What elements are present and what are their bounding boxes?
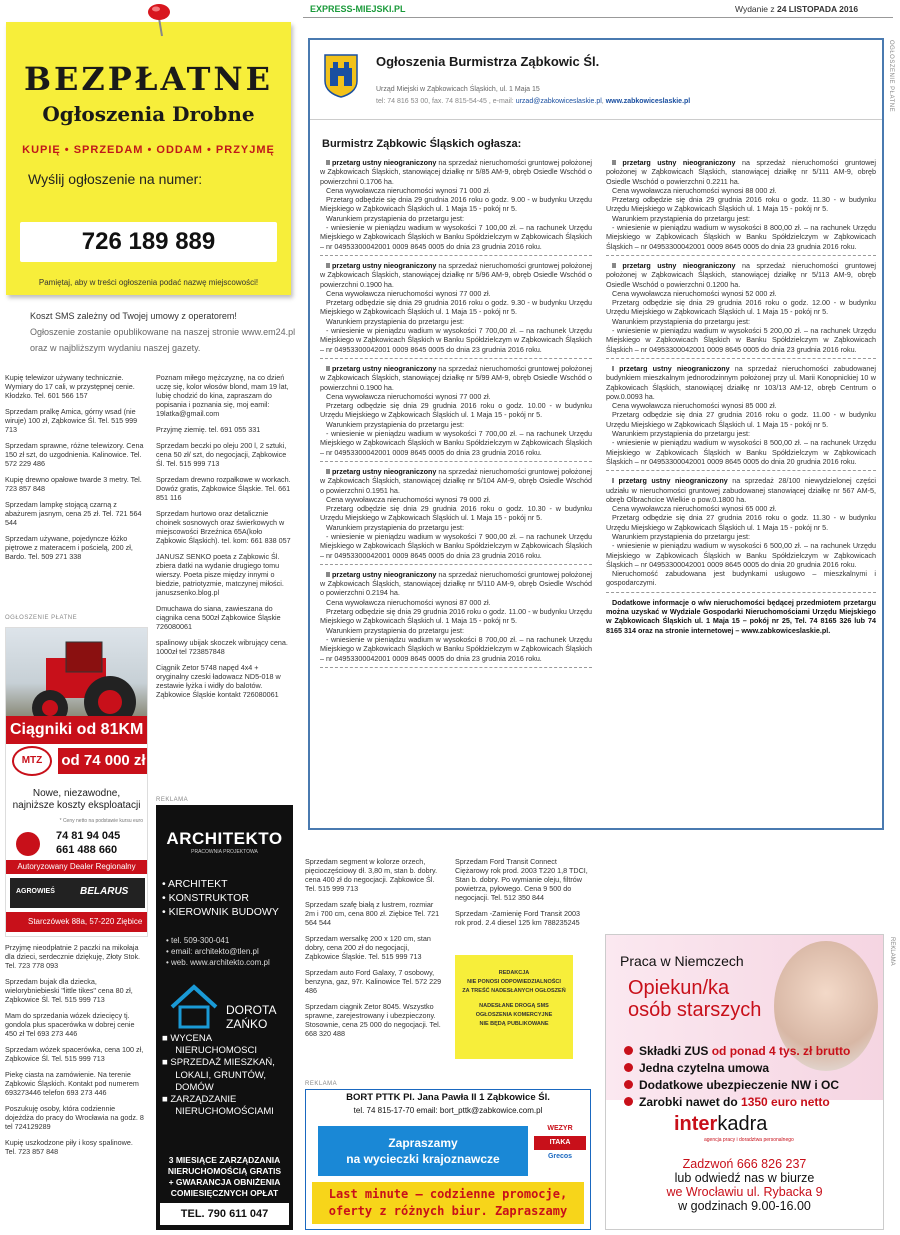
small-ad: Sprzedam segment w kolorze orzech, pięcioczęściowy dł. 3,80 m, stan b. dobry. cena 400 zł do negocjacji. Ząbkowice Śl. Tel. 515 999 713 xyxy=(305,857,438,893)
divider xyxy=(606,470,876,471)
small-ad: Poszukuję osoby, która codziennie dojeżdża do pracy do Wrocławia na godz. 8 tel 724129289 xyxy=(5,1104,144,1131)
bullet-icon xyxy=(624,1097,633,1106)
small-ad: Sprzedam drewno rozpałkowe w workach. Dowóz gratis, Ząbkowice Śląskie. Tel. 661 851 116 xyxy=(156,475,291,502)
tractor-ad[interactable] xyxy=(5,627,148,937)
dorota-title: DOROTA ZAŃKO xyxy=(226,1003,277,1031)
small-ad: Mam do sprzedania wózek dziecięcy tj. gondola plus spacerówka w dobrej cenie 450 zł Tel 693 273 446 xyxy=(5,1011,135,1038)
service-item: ■ SPRZEDAŻ MIESZKAŃ, xyxy=(162,1057,275,1069)
small-ad: Sprzedam ciągnik Zetor 8045. Wszystko sprawne, zarejestrowany i ubezpieczony. Stosownie, cena 25 000 do negocjacji. Tel. 668 320 488 xyxy=(305,1002,441,1038)
small-ad: Sprzedam szafę białą z lustrem, rozmiar 2m i 700 cm, cena 800 zł. Ziębice Tel. 721 564 544 xyxy=(305,900,440,927)
divider xyxy=(320,461,592,462)
small-ads-column-3 xyxy=(5,943,145,1163)
small-ad: Przyjmę ziemię. tel. 691 055 331 xyxy=(156,425,261,434)
small-ad: Sprzedam lampkę stojącą czarną z abażurem jasnym, cena 25 zł. Tel. 721 564 544 xyxy=(5,500,142,527)
small-ad: Kupię telewizor używany technicznie. Wymiary do 17 cali, w przystępnej cenie. Kłodzko. Tel. 601 566 157 xyxy=(5,373,135,400)
ad-label: REKLAMA xyxy=(305,1081,338,1087)
benefit-item: Składki ZUS od ponad 4 tys. zł brutto xyxy=(624,1043,850,1060)
ad-label: REKLAMA xyxy=(889,937,895,966)
announcement: II przetarg ustny nieograniczony na sprzedaż nieruchomości gruntowej położonej w Ząbkowicach Śląskich, stanowiącej działkę nr 5/110 AM-9, obręb Osiedle Wschód o powierzchni 0.2194 ha. Cena wywoławcza nieruchomości wynosi 87 000 zł. Przetarg odbędzie się dnia 29 grudnia 2016 roku o godz. 11.00 - w budynku Urzędu Miejskiego w Ząbkowicach Śląskich ul. 1 Maja 15 - pokój nr 5. Warunkiem przystąpienia do przetargu jest: - wniesienie w pieniądzu wadium w wysokości 8 700,00 zł. – na rachunek Urzędu Miejskiego w Ząbkowicach Śląskich w Banku Spółdzielczym w Ząbkowicach Śląskich – nr 04953300042001 0009 8645 0005 do dnia 23 grudnia 2016 roku. xyxy=(320,569,592,663)
interkadra-tagline: agencja pracy i doradztwa personalnego xyxy=(704,1137,794,1143)
bullet-icon xyxy=(624,1080,633,1089)
small-ad: Sprzedam bujak dla dziecka, wielorybniebieski "little tikes" cena 80 zł, Ząbkowice Śl. Tel. 515 999 713 xyxy=(5,977,133,1004)
announcement: II przetarg ustny nieograniczony na sprzedaż nieruchomości gruntowej położonej w Ząbkowicach Śląskich, stanowiącej działkę nr 5/104 AM-9, obręb Osiedle Wschód o powierzchni 0.1951 ha. Cena wywoławcza nieruchomości wynosi 79 000 zł. Przetarg odbędzie się dnia 29 grudnia 2016 roku o godz. 10.30 - w budynku Urzędu Miejskiego w Ząbkowicach Śląskich ul. 1 Maja 15 - pokój nr 5. Warunkiem przystąpienia do przetargu jest: - wniesienie w pieniądzu wadium w wysokości 7 900,00 zł. – na rachunek Urzędu Miejskiego w Ząbkowicach Śląskich w Banku Spółdzielczym w Ząbkowicach Śląskich – nr 04953300042001 0009 8645 0005 do dnia 23 grudnia 2016 roku. xyxy=(320,466,592,560)
small-ads-column-2 xyxy=(156,373,292,706)
phone-icon xyxy=(16,832,40,856)
bort-invite: Zapraszamy na wycieczki krajoznawcze xyxy=(318,1126,528,1176)
service-item: LOKALI, GRUNTÓW, xyxy=(162,1069,266,1081)
divider xyxy=(606,358,876,359)
sms-info: Koszt SMS zależny od Twojej umowy z operatorem! Ogłoszenie zostanie opublikowane na naszej stronie www.em24.pl oraz w najbliższym wydaniu naszej gazety. xyxy=(30,311,296,353)
dealer-brands: AGROWIEŚ BELARUS xyxy=(10,878,145,908)
editorial-disclaimer: REDAKCJA NIE PONOSI ODPOWIEDZIALNOŚCI ZA TREŚĆ NADESŁANYCH OGŁOSZEŃ NADESŁANE DROGĄ SMS OGŁOSZENIA KOMERCYJNE NIE BĘDĄ PUBLIKOWANE xyxy=(455,955,573,1059)
tractor-price: od 74 000 zł xyxy=(58,748,148,774)
announcement: II przetarg ustny nieograniczony na sprzedaż nieruchomości gruntowej położonej w Ząbkowicach Śląskich, stanowiącej działkę nr 5/111 AM-9, obręb Osiedle Wschód o powierzchni 0.2211 ha. Cena wywoławcza nieruchomości wynosi 88 000 zł. Przetarg odbędzie się dnia 29 grudnia 2016 roku o godz. 11.30 - w budynku Urzędu Miejskiego w Ząbkowicach Śląskich ul. 1 Maja 15 - pokój nr 5. Warunkiem przystąpienia do przetargu jest: - wniesienie w pieniądzu wadium w wysokości 8 800,00 zł. – na rachunek Urzędu Miejskiego w Ząbkowicach Śląskich w Banku Spółdzielczym w Ząbkowicach Śląskich – nr 04953300042001 0009 8645 0005 do dnia 23 grudnia 2016 roku. xyxy=(606,158,876,251)
dorota-phone[interactable]: TEL. 790 611 047 xyxy=(160,1203,289,1225)
small-ad: Poznam miłego mężczyznę, na co dzień uczę się, kolor włosów blond, mam 19 lat, lubię chodzić do kina, zapraszam do popisania i poznania się, moj eamil: 19latka@gmail.com xyxy=(156,373,289,418)
small-ad: Kupię drewno opałowe twarde 3 metry. Tel. 723 857 848 xyxy=(5,475,142,493)
paid-ad-label: OGŁOSZENIE PŁATNE xyxy=(888,40,894,113)
service-item: ■ ZARZĄDZANIE xyxy=(162,1094,237,1106)
bullet-icon xyxy=(624,1046,633,1055)
announcements-right-column xyxy=(606,158,876,635)
announcements-title: Ogłoszenia Burmistrza Ząbkowic Śl. xyxy=(376,54,600,69)
announcements-left-column xyxy=(320,158,592,673)
small-ad: Sprzedam -Zamienię Ford Transit 2003 rok prod. 2.4 diesel 125 km 788235245 xyxy=(455,909,581,927)
dealer-phones: 74 81 94 045 661 488 660 xyxy=(56,830,121,856)
praca-benefits xyxy=(624,1043,850,1111)
service-item: NIERUCHOMOŚCIAMI xyxy=(162,1106,274,1118)
office-email-link[interactable]: urzad@zabkowiceslaskie.pl xyxy=(515,98,602,105)
small-ad: JANUSZ SENKO poeta z Ząbkowic Śl. zbiera datki na wydanie drugiego tomu wierszy. Poeta pisze między innymi o biedzie, patriotyzmie, matczynej miłości. januszsenko.blog.pl xyxy=(156,552,284,597)
dorota-services xyxy=(162,1033,275,1118)
small-ad: Dmuchawa do siana, zawieszana do ciągnika cena 500zł Ząbkowice Śląskie 726080061 xyxy=(156,604,281,631)
small-ad: Sprzedam pralkę Amica, górny wsad (nie wiruje) 100 zł, Ząbkowice Śl. Tel. 515 999 713 xyxy=(5,407,138,434)
service-item: DOMÓW xyxy=(162,1081,214,1093)
dealer-address: Starczówek 88a, 57-220 Ziębice xyxy=(6,912,147,932)
small-ad: Ciągnik Zetor 5748 napęd 4x4 + oryginalny czeski ładowacz ND5-018 w zestawie łyżka i widły do balotów. Ząbkowice Śląskie kontakt 726080061 xyxy=(156,663,281,699)
price-footnote: * Ceny netto na podstawie kursu euro xyxy=(59,818,143,824)
small-ad: spalinowy ubijak skoczek wibrujący cena. 1000zł tel 723857848 xyxy=(156,638,288,656)
divider xyxy=(606,255,876,256)
architekto-services xyxy=(162,877,279,919)
note-actions: KUPIĘ • SPRZEDAM • ODDAM • PRZYJMĘ xyxy=(22,144,275,156)
bort-contact: tel. 74 815-17-70 email: bort_pttk@zabkowice.com.pl xyxy=(353,1106,543,1115)
small-ad: Sprzedam beczki po oleju 200 l, 2 sztuki, cena 50 zł/ szt, do negocjacji, Ząbkowice Śl. Tel. 515 999 713 xyxy=(156,441,287,468)
small-ad: Sprzedam auto Ford Galaxy, 7 osobowy, benzyna, gaz, 97r. Kalinowice Tel. 572 229 486 xyxy=(305,968,442,995)
praca-title: Praca w Niemczech xyxy=(620,953,744,969)
architekto-title: ARCHITEKTO xyxy=(166,829,283,848)
announcement: II przetarg ustny nieograniczony na sprzedaż nieruchomości gruntowej położonej w Ząbkowicach Śląskich, stanowiącej działkę nr 5/96 AM-9, obręb Osiedle Wschód o powierzchni 0.1900 ha. Cena wywoławcza nieruchomości wynosi 77 000 zł. Przetarg odbędzie się dnia 29 grudnia 2016 roku o godz. 9.30 - w budynku Urzędu Miejskiego w Ząbkowicach Śląskich ul. 1 Maja 15 - pokój nr 5. Warunkiem przystąpienia do przetargu jest: - wniesienie w pieniądzu wadium w wysokości 7 700,00 zł. – na rachunek Urzędu Miejskiego w Ząbkowicach Śląskich w Banku Spółdzielczym w Ząbkowicach Śląskich – nr 04953300042001 0009 8645 0005 do dnia 23 grudnia 2016 roku. xyxy=(320,260,592,354)
benefit-item: Jedna czytelna umowa xyxy=(624,1060,850,1077)
office-address: Urząd Miejski w Ząbkowicach Śląskich, ul. 1 Maja 15 xyxy=(376,86,540,93)
mtz-logo: MTZ xyxy=(12,746,52,776)
dealer-label: Autoryzowany Dealer Regionalny xyxy=(6,860,147,874)
announcement: II przetarg ustny nieograniczony na sprzedaż nieruchomości gruntowej położonej w Ząbkowicach Śląskich, stanowiącej działkę nr 5/113 AM-9, obręb Osiedle Wschód o powierzchni 0.1200 ha. Cena wywoławcza nieruchomości wynosi 52 000 zł. Przetarg odbędzie się dnia 29 grudnia 2016 roku o godz. 12.00 - w budynku Urzędu Miejskiego w Ząbkowicach Śląskich ul. 1 Maja 15 - pokój nr 5. Warunkiem przystąpienia do przetargu jest: - wniesienie w pieniądzu wadium w wysokości 5 200,00 zł. – na rachunek Urzędu Miejskiego w Ząbkowicach Śląskich w Banku Spółdzielczym w Ząbkowicach Śląskich – nr 04953300042001 0009 8645 0005 do dnia 23 grudnia 2016 roku. xyxy=(606,260,876,354)
service-item: • ARCHITEKT xyxy=(162,878,228,890)
announces-heading: Burmistrz Ząbkowic Śląskich ogłasza: xyxy=(322,138,522,150)
town-crest-icon xyxy=(324,54,358,98)
small-ads-column-1 xyxy=(5,373,145,568)
travel-logos: WEZYR ITAKA Grecos xyxy=(534,1122,586,1178)
divider xyxy=(606,592,876,593)
office-website-link[interactable]: www.zabkowiceslaskie.pl xyxy=(605,98,691,105)
announcements-header xyxy=(310,40,882,120)
small-ads-column-4 xyxy=(305,857,445,1045)
praca-role: Opiekun/ka osób starszych xyxy=(628,977,762,1021)
announcement: I przetarg ustny nieograniczony na sprzedaż nieruchomości zabudowanej budynkiem mieszkalnym jednorodzinnym położonej przy ul. Marii Konopnickiej 10 w Ząbkowicach Śląskich, stanowiącej działkę nr 103/13 AM-12, obręb Centrum o pow.0.0093 ha. Cena wywoławcza nieruchomości wynosi 85 000 zł. Przetarg odbędzie się dnia 27 grudnia 2016 roku o godz. 11.00 - w budynku Urzędu Miejskiego w Ząbkowicach Śląskich ul. 1 Maja 15 - pokój nr 5. Warunkiem przystąpienia do przetargu jest: - wniesienie w pieniądzu wadium w wysokości 8 500,00 zł. – na rachunek Urzędu Miejskiego w Ząbkowicach Śląskich w Banku Spółdzielczym w Ząbkowicach Śląskich – nr 04953300042001 0009 8645 0005 do dnia 20 grudnia 2016 roku. xyxy=(606,363,876,466)
divider xyxy=(320,358,592,359)
architekto-contact: • tel. 509-300-041 • email: architekto@tlen.pl • web. www.architekto.com.pl xyxy=(166,936,270,967)
header-rule xyxy=(303,17,893,18)
small-ads-column-5 xyxy=(455,857,590,934)
pushpin-icon xyxy=(140,0,178,38)
site-name[interactable]: EXPRESS-MIEJSKI.PL xyxy=(310,4,406,14)
mayor-announcements xyxy=(308,38,884,830)
dorota-offer: 3 MIESIĄCE ZARZĄDZANIA NIERUCHOMOŚCIĄ GRATIS + GWARANCJA OBNIŻENIA COMIESIĘCZNYCH OPŁAT xyxy=(167,1155,282,1198)
divider xyxy=(320,255,592,256)
announcement: I przetarg ustny nieograniczony na sprzedaż 28/100 niewydzielonej części udziału w nieruchomości gruntowej zabudowanej stanowiącej działkę nr 567 AM-5, obręb Olbrachcice Wielkie o pow.0.1800 ha. Cena wywoławcza nieruchomości wynosi 65 000 zł. Przetarg odbędzie się dnia 27 grudnia 2016 roku o godz. 11.30 - w budynku Urzędu Miejskiego w Ząbkowicach Śląskich ul. 1 Maja 15 - pokój nr 5. Warunkiem przystąpienia do przetargu jest: - wniesienie w pieniądzu wadium w wysokości 6 500,00 zł. – na rachunek Urzędu Miejskiego w Ząbkowicach Śląskich w Banku Spółdzielczym w Ząbkowicach Śląskich – nr 04953300042001 0009 8645 0005 do dnia 20 grudnia 2016 roku. Nieruchomość zabudowana jest budynkami usługowo – mieszkalnymi i gospodarczymi. xyxy=(606,476,876,588)
bort-pttk-ad[interactable] xyxy=(305,1089,591,1230)
note-remember: Pamiętaj, aby w treści ogłoszenia podać nazwę miejscowości! xyxy=(38,278,259,287)
interkadra-logo: interkadra xyxy=(674,1113,768,1135)
house-icon xyxy=(168,983,220,1031)
service-item: • KONSTRUKTOR xyxy=(162,892,249,904)
benefit-item: Dodatkowe ubezpieczenie NW i OC xyxy=(624,1077,850,1094)
paid-ad-label: OGŁOSZENIE PŁATNE xyxy=(5,615,78,621)
benefit-item: Zarobki nawet do 1350 euro netto xyxy=(624,1094,850,1111)
free-ads-note xyxy=(6,22,291,295)
office-contact: tel: 74 816 53 00, fax. 74 815-54-45 , e-mail: urzad@zabkowiceslaskie.pl, www.zabkowiceslaskie.pl xyxy=(376,98,691,105)
divider xyxy=(320,564,592,565)
small-ad: Sprzedam używane, pojedyncze łóżko piętrowe z materacem i pościelą, 200 zł, Bardo. Tel. 509 271 338 xyxy=(5,534,133,561)
small-ad: Przyjmę nieodpłatnie 2 paczki na mikołaja dla dzieci, serdecznie dziękuję, Złoty Stok. Tel. 723 778 093 xyxy=(5,943,141,970)
small-ad: Kupię uszkodzone piły i kosy spalinowe. Tel. 723 857 848 xyxy=(5,1138,133,1156)
sms-number[interactable]: 726 189 889 xyxy=(20,222,277,262)
small-ad: Sprzedam sprawne, różne telewizory. Cena 150 zł szt, do uzgodnienia. Kalinowice. Tel. 572 229 486 xyxy=(5,441,144,468)
service-item: • KIEROWNIK BUDOWY xyxy=(162,906,279,918)
small-ad: Sprzedam hurtowo oraz detalicznie choinek sosnowych oraz świerkowych w miejscowości Brzeźnica 65A(koło Ząbkowic Śląskich). tel. kom: 661 838 057 xyxy=(156,509,291,545)
bort-head: BORT PTTK Pl. Jana Pawła II 1 Ząbkowice Śl. xyxy=(346,1092,550,1103)
architekto-subtitle: PRACOWNIA PROJEKTOWA xyxy=(191,849,258,855)
last-minute-banner: Last minute – codzienne promocje, oferty z różnych biur. Zapraszamy xyxy=(312,1182,584,1224)
announcement: II przetarg ustny nieograniczony na sprzedaż nieruchomości gruntowej położonej w Ząbkowicach Śląskich, stanowiącej działkę nr 5/99 AM-9, obręb Osiedle Wschód o powierzchni 0.1900 ha. Cena wywoławcza nieruchomości wynosi 77 000 zł. Przetarg odbędzie się dnia 29 grudnia 2016 roku o godz. 10.00 - w budynku Urzędu Miejskiego w Ząbkowicach Śląskich ul. 1 Maja 15 - pokój nr 5. Warunkiem przystąpienia do przetargu jest: - wniesienie w pieniądzu wadium w wysokości 7 700,00 zł. – na rachunek Urzędu Miejskiego w Ząbkowicach Śląskich w Banku Spółdzielczym w Ząbkowicach Śląskich – nr 04953300042001 0009 8645 0005 do dnia 23 grudnia 2016 roku. xyxy=(320,363,592,457)
small-ad: Piekę ciasta na zamówienie. Na terenie Ząbkowic Śląskich. Kontakt pod numerem 693273446 telefon 693 273 446 xyxy=(5,1070,139,1097)
tractor-headline: Ciągniki od 81KM xyxy=(6,716,148,744)
small-ad: Sprzedam Ford Transit Connect Ciężarowy rok prod. 2003 T220 1,8 TDCI, Stan b. dobry. Po wymianie oleju, filtrów powietrza, pyłowego. Cena 9 500 do negocjacji. Tel. 512 350 844 xyxy=(455,857,588,902)
bullet-icon xyxy=(624,1063,633,1072)
interkadra-ad[interactable] xyxy=(605,934,884,1230)
service-item: NIERUCHOMOSCI xyxy=(162,1045,258,1057)
note-send: Wyślij ogłoszenie na numer: xyxy=(28,171,203,187)
divider xyxy=(320,667,592,668)
note-title: BEZPŁATNE xyxy=(23,60,274,98)
edition-date: Wydanie z 24 LISTOPADA 2016 xyxy=(735,4,859,14)
note-subtitle: Ogłoszenia Drobne xyxy=(42,102,255,126)
announcements-footer: Dodatkowe informacje o w/w nieruchomości będącej przedmiotem przetargu można uzyskać w Wydziale Gospodarki Nieruchomościami Urzędu Miejskiego w Ząbkowicach Śląskich ul. 1 Maja 15 – pokój nr 25, Tel. 74 8165 326 lub 74 8165 314 oraz na stronie internetowej – www.zabkowiceslaskie.pl. xyxy=(606,597,876,635)
architekto-ad[interactable] xyxy=(156,805,293,1230)
service-item: ■ WYCENA xyxy=(162,1033,213,1044)
tractor-slogan: Nowe, niezawodne, najniższe koszty eksploatacji xyxy=(12,788,141,811)
announcement: II przetarg ustny nieograniczony na sprzedaż nieruchomości gruntowej położonej w Ząbkowicach Śląskich, stanowiącej działkę nr 5/85 AM-9, obręb Osiedle Wschód o powierzchni 0.1706 ha. Cena wywoławcza nieruchomości wynosi 71 000 zł. Przetarg odbędzie się dnia 29 grudnia 2016 roku o godz. 9.00 - w budynku Urzędu Miejskiego w Ząbkowicach Śląskich ul. 1 Maja 15 - pokój nr 5. Warunkiem przystąpienia do przetargu jest: - wniesienie w pieniądzu wadium w wysokości 7 100,00 zł. – na rachunek Urzędu Miejskiego w Ząbkowicach Śląskich w Banku Spółdzielczym w Ząbkowicach Śląskich – nr 04953300042001 0009 8645 0005 do dnia 23 grudnia 2016 roku. xyxy=(320,158,592,251)
small-ad: Sprzedam wersalkę 200 x 120 cm, stan dobry, cena 200 zł do negocjacji, Ząbkowice Śląskie. Tel. 515 999 713 xyxy=(305,934,431,961)
praca-contact: Zadzwoń 666 826 237 lub odwiedź nas w biurze we Wrocławiu ul. Rybacka 9 w godzinach 9.00-16.00 xyxy=(666,1157,823,1213)
ad-label: REKLAMA xyxy=(156,797,189,803)
small-ad: Sprzedam wózek spacerówka, cena 100 zł, Ząbkowice Śl. Tel. 515 999 713 xyxy=(5,1045,144,1063)
